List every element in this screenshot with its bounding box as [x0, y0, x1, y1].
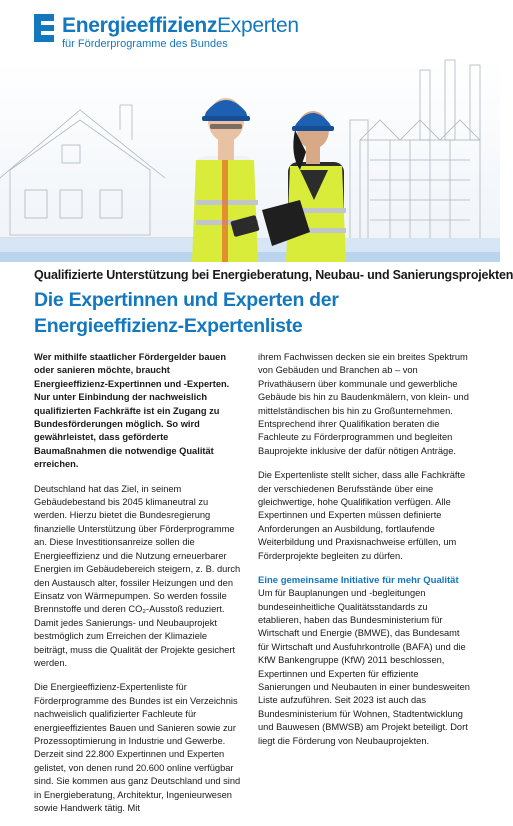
headline-kicker: Qualifizierte Unterstützung bei Energieberatung, Neubau- und Sanierungsprojekten [34, 268, 513, 282]
logo-icon [34, 14, 54, 42]
paragraph: ihrem Fachwissen decken sie ein breites Spektrum von Gebäuden und Branchen ab – von Privathäusern über kommunale und gewerbliche Gebäude bis hin zu Baudenkmälern, von klein- und mittelständischen bis hin zu Großunternehmen. Entsprechend ihrer Qualifikation beraten die Fachleute zu Förderprogrammen und begleiten Bauprojekte inklusive der dafür nötigen Anträge. [258, 352, 469, 456]
paragraph: Die Energieeffizienz-Expertenliste für Förderprogramme des Bundes ist ein Verzeichnis nachweislich qualifizierter Fachleute für energieeffizientes Bauen und Sanieren sowie zur Prozessoptimierung in Industrie und Gewerbe. Derzeit sind 22.800 Expertinnen und Experten gelistet, von denen rund 20.600 online verfügbar sind. Sie kommen aus ganz Deutschland und sind in Energieberatung, Architektur, Ingenieurwesen sowie Handwerk tätig. Mit [34, 682, 241, 813]
paragraph: Die Expertenliste stellt sicher, dass alle Fachkräfte der verschiedenen Berufsstände über eine gleichwertige, hohe Qualifikation verfügen. Alle Expertinnen und Experten müssen definierte Anforderungen an Ausbildung, fortlaufende Weiterbildung und Praxisnachweise erfüllen, um Förderprojekte begleiten zu dürfen. [258, 470, 466, 561]
section-heading: Eine gemeinsame Initiative für mehr Qualität [258, 575, 459, 587]
brand-title-regular: Experten [217, 14, 299, 37]
page-title [34, 287, 474, 339]
right-column [258, 351, 470, 759]
left-column [34, 351, 242, 826]
brand-title [62, 14, 299, 38]
people-at-construction-site-photo [0, 60, 500, 262]
brand-subtitle: für Förderprogramme des Bundes [62, 38, 228, 50]
paragraph: Deutschland hat das Ziel, in seinem Gebäudebestand bis 2045 klimaneutral zu werden. Hierzu bietet die Bundesregierung finanzielle Unterstützung über Förderprogramme an. Diese Investitionsanreize sollen die Energieeffizienz und die Nutzung erneuerbarer Energien im Gebäudebereich steigern, z. B. durch den Austausch alter, fossiler Heizungen und den Einsatz von Wärmepumpen. So werden fossile Brennstoffe und deren CO₂-Ausstoß reduziert. Damit jedes Sanierungs- und Neubauprojekt bestmöglich zum Erreichen der Klimaziele beiträgt, muss die Qualität der Projekte gesichert werden. [34, 483, 241, 668]
page-title-line-1: Die Expertinnen und Experten der [34, 289, 339, 311]
page-title-line-2: Energieeffizienz-Expertenliste [34, 315, 303, 337]
brand-title-bold: Energieeffizienz [62, 14, 218, 37]
lead-paragraph: Wer mithilfe staatlicher Fördergelder bauen oder sanieren möchte, braucht Energieeffizienz-Expertinnen und -Experten. Nur unter Einbindung der nachweislich qualifizierten Fachkräfte ist ein Zugang zu Bundesförderungen möglich. So wird gewährleistet, dass geförderte Baumaßnahmen die notwendige Qualität erreichen. [34, 352, 230, 470]
paragraph: Um für Bauplanungen und -begleitungen bundeseinheitliche Qualitätsstandards zu etablieren, haben das Bundesministerium für Wirtschaft und Energie (BMWE), das Bundesamt für Wirtschaft und Ausfuhrkontrolle (BAFA) und die KfW Bankengruppe (KfW) 2011 beschlossen, Expertinnen und Experten für effiziente Sanierungen und Neubauten in einer bundesweiten Liste aufzuführen. Seit 2023 ist auch das Bundesministerium für Wohnen, Stadtentwicklung und Bauwesen (BMWSB) am Projekt beteiligt. Dort liegt die Förderung von Neubauprojekten. [258, 588, 470, 746]
hero-image [0, 60, 500, 262]
